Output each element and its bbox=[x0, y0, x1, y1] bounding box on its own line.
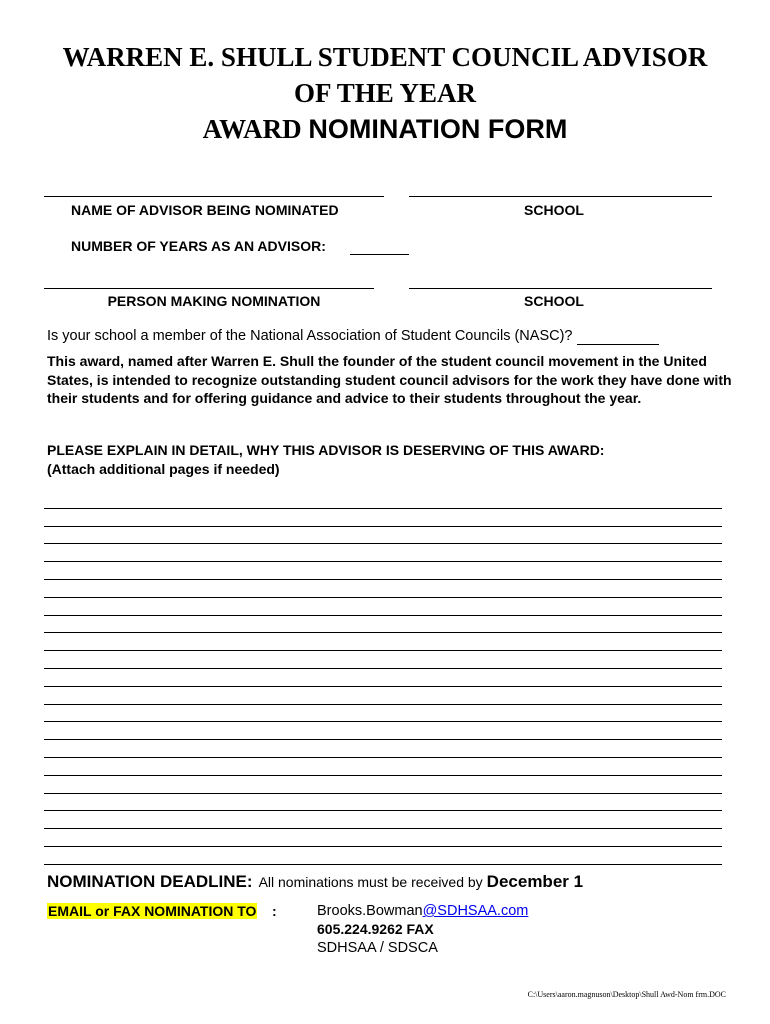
contact-org: SDHSAA / SDSCA bbox=[317, 940, 438, 956]
writing-line[interactable] bbox=[44, 847, 722, 865]
writing-line[interactable] bbox=[44, 562, 722, 580]
nomination-deadline bbox=[47, 872, 583, 892]
explain-instruction: PLEASE EXPLAIN IN DETAIL, WHY THIS ADVISOR IS DESERVING OF THIS AWARD: bbox=[47, 442, 605, 458]
title-award: AWARD bbox=[202, 114, 302, 144]
writing-line[interactable] bbox=[44, 740, 722, 758]
writing-line[interactable] bbox=[44, 633, 722, 651]
writing-line[interactable] bbox=[44, 598, 722, 616]
form-title-line3 bbox=[0, 114, 770, 145]
nominator-field[interactable] bbox=[44, 288, 374, 289]
submit-label: EMAIL or FAX NOMINATION TO bbox=[48, 903, 257, 919]
form-title-line2: OF THE YEAR bbox=[293, 78, 477, 108]
writing-line[interactable] bbox=[44, 705, 722, 723]
school-field-2[interactable] bbox=[409, 288, 712, 289]
writing-line[interactable] bbox=[44, 509, 722, 527]
writing-line[interactable] bbox=[44, 811, 722, 829]
file-path-footer: C:\Users\aaron.magnuson\Desktop\Shull Awd-Nom frm.DOC bbox=[527, 990, 726, 999]
writing-line[interactable] bbox=[44, 669, 722, 687]
writing-line[interactable] bbox=[44, 758, 722, 776]
submit-label-colon: : bbox=[272, 903, 277, 919]
deadline-date: December 1 bbox=[486, 872, 584, 891]
school-label-1: SCHOOL bbox=[524, 202, 584, 218]
contact-email bbox=[317, 903, 528, 919]
nasc-answer-field[interactable] bbox=[577, 328, 659, 345]
advisor-name-label: NAME OF ADVISOR BEING NOMINATED bbox=[71, 202, 339, 218]
form-title-line1: WARREN E. SHULL STUDENT COUNCIL ADVISOR bbox=[62, 42, 708, 72]
writing-line[interactable] bbox=[44, 491, 722, 509]
explain-heading bbox=[47, 441, 737, 478]
writing-line[interactable] bbox=[44, 722, 722, 740]
deadline-note: All nominations must be received by bbox=[258, 874, 483, 890]
explanation-area[interactable] bbox=[44, 491, 722, 865]
explain-attach-note: (Attach additional pages if needed) bbox=[47, 460, 280, 477]
nasc-question bbox=[47, 328, 659, 345]
writing-line[interactable] bbox=[44, 829, 722, 847]
award-description: This award, named after Warren E. Shull the founder of the student council movement in the United States, is intended to recognize outstanding student council advisors for the work they have done with their students and for offering guidance and advice to their students throughout the year. bbox=[47, 353, 732, 406]
writing-line[interactable] bbox=[44, 616, 722, 634]
nominator-label: PERSON MAKING NOMINATION bbox=[107, 293, 321, 309]
writing-line[interactable] bbox=[44, 687, 722, 705]
years-label: NUMBER OF YEARS AS AN ADVISOR: bbox=[71, 238, 326, 254]
writing-line[interactable] bbox=[44, 776, 722, 794]
school-field-1[interactable] bbox=[409, 196, 712, 197]
years-field[interactable] bbox=[350, 254, 409, 255]
email-domain-link[interactable]: @SDHSAA.com bbox=[422, 903, 529, 919]
writing-line[interactable] bbox=[44, 794, 722, 812]
deadline-label: NOMINATION DEADLINE: bbox=[47, 872, 253, 891]
email-user: Brooks.Bowman bbox=[317, 903, 423, 919]
contact-fax: 605.224.9262 FAX bbox=[317, 921, 434, 937]
writing-line[interactable] bbox=[44, 544, 722, 562]
nasc-question-text: Is your school a member of the National Association of Student Councils (NASC)? bbox=[47, 328, 573, 344]
writing-line[interactable] bbox=[44, 580, 722, 598]
writing-line[interactable] bbox=[44, 527, 722, 545]
writing-line[interactable] bbox=[44, 651, 722, 669]
advisor-name-field[interactable] bbox=[44, 196, 384, 197]
title-nomination-form: NOMINATION FORM bbox=[308, 114, 568, 144]
school-label-2: SCHOOL bbox=[524, 293, 584, 309]
